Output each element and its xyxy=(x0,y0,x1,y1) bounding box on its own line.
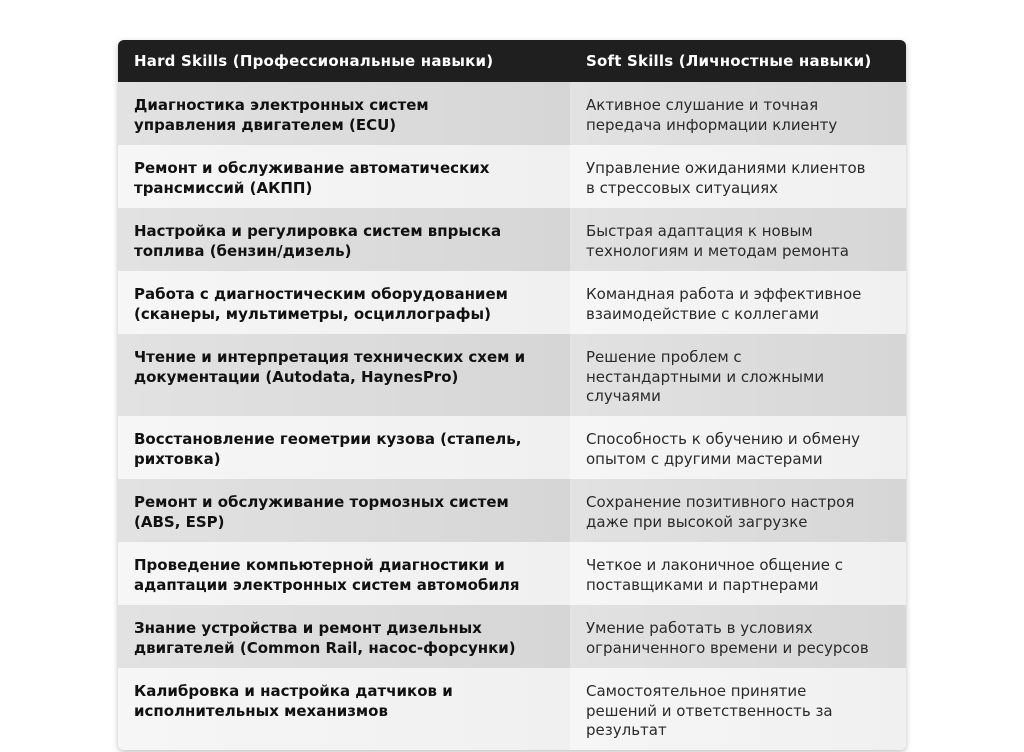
header-soft-skills: Soft Skills (Личностные навыки) xyxy=(570,40,906,82)
hard-skill-line: (ABS, ESP) xyxy=(134,512,225,531)
soft-skill-cell xyxy=(570,145,906,208)
soft-skill-cell xyxy=(570,479,906,542)
hard-skill-line: Работа с диагностическим оборудованием xyxy=(134,285,508,303)
hard-skill-cell xyxy=(118,416,570,479)
hard-skill-line: рихтовка) xyxy=(134,449,221,468)
hard-skill-cell xyxy=(118,208,570,271)
table-row xyxy=(118,82,906,145)
soft-skill-line: Сохранение позитивного настроя xyxy=(586,493,855,511)
hard-skill-line: управления двигателем (ECU) xyxy=(134,115,397,134)
hard-skill-line: трансмиссий (АКПП) xyxy=(134,178,313,197)
soft-skill-line: опытом с другими мастерами xyxy=(586,449,823,468)
soft-skill-line: решений и ответственность за xyxy=(586,701,833,720)
soft-skill-line: в стрессовых ситуациях xyxy=(586,178,779,197)
soft-skill-line: случаями xyxy=(586,387,661,405)
soft-skill-line: даже при высокой загрузке xyxy=(586,512,808,531)
soft-skill-cell xyxy=(570,208,906,271)
soft-skill-line: передача информации клиенту xyxy=(586,115,838,134)
hard-skill-cell xyxy=(118,605,570,668)
soft-skill-line: Быстрая адаптация к новым xyxy=(586,222,813,240)
table-row xyxy=(118,271,906,334)
soft-skill-line: Четкое и лаконичное общение с xyxy=(586,556,843,574)
table-row xyxy=(118,208,906,271)
soft-skill-cell xyxy=(570,605,906,668)
soft-skill-line: взаимодействие с коллегами xyxy=(586,304,819,323)
hard-skill-line: топлива (бензин/дизель) xyxy=(134,241,352,260)
hard-skill-cell xyxy=(118,479,570,542)
table-row xyxy=(118,145,906,208)
hard-skill-line: двигателей (Common Rail, насос-форсунки) xyxy=(134,638,516,657)
soft-skill-line: Способность к обучению и обмену xyxy=(586,430,861,448)
hard-skill-cell xyxy=(118,334,570,416)
header-hard-skills: Hard Skills (Профессиональные навыки) xyxy=(118,40,570,82)
hard-skill-line: Диагностика электронных систем xyxy=(134,96,429,114)
hard-skill-line: Восстановление геометрии кузова (стапель, xyxy=(134,430,522,448)
soft-skill-line: Самостоятельное принятие xyxy=(586,682,807,700)
hard-skill-line: Проведение компьютерной диагностики и xyxy=(134,556,505,574)
soft-skill-line: поставщиками и партнерами xyxy=(586,575,819,594)
hard-skill-line: документации (Autodata, HaynesPro) xyxy=(134,367,459,386)
hard-skill-line: Настройка и регулировка систем впрыска xyxy=(134,222,502,240)
hard-skill-line: Чтение и интерпретация технических схем и xyxy=(134,348,526,366)
soft-skill-line: Активное слушание и точная xyxy=(586,96,819,114)
soft-skill-line: Управление ожиданиями клиентов xyxy=(586,159,866,177)
soft-skill-cell xyxy=(570,334,906,416)
soft-skill-line: Командная работа и эффективное xyxy=(586,285,862,303)
hard-skill-cell xyxy=(118,542,570,605)
hard-skill-line: Ремонт и обслуживание тормозных систем xyxy=(134,493,509,511)
hard-skill-line: Знание устройства и ремонт дизельных xyxy=(134,619,482,637)
soft-skill-line: результат xyxy=(586,721,667,739)
hard-skill-cell xyxy=(118,271,570,334)
table-row xyxy=(118,479,906,542)
soft-skill-line: технологиям и методам ремонта xyxy=(586,241,849,260)
soft-skill-cell xyxy=(570,668,906,750)
hard-skill-line: (сканеры, мультиметры, осциллографы) xyxy=(134,304,491,323)
soft-skill-cell xyxy=(570,271,906,334)
soft-skill-line: ограниченного времени и ресурсов xyxy=(586,638,869,657)
hard-skill-line: адаптации электронных систем автомобиля xyxy=(134,575,520,594)
table-body xyxy=(118,82,906,750)
soft-skill-line: Умение работать в условиях xyxy=(586,619,813,637)
hard-skill-line: Калибровка и настройка датчиков и xyxy=(134,682,453,700)
hard-skill-line: Ремонт и обслуживание автоматических xyxy=(134,159,490,177)
soft-skill-cell xyxy=(570,82,906,145)
hard-skill-cell xyxy=(118,82,570,145)
soft-skill-cell xyxy=(570,416,906,479)
soft-skill-line: нестандартными и сложными xyxy=(586,367,825,386)
hard-skill-line: исполнительных механизмов xyxy=(134,701,388,720)
hard-skill-cell xyxy=(118,145,570,208)
soft-skill-cell xyxy=(570,542,906,605)
soft-skill-line: Решение проблем с xyxy=(586,348,742,366)
table-row xyxy=(118,668,906,750)
table-row xyxy=(118,605,906,668)
table-row xyxy=(118,334,906,416)
table-row xyxy=(118,416,906,479)
skills-table xyxy=(118,40,906,750)
hard-skill-cell xyxy=(118,668,570,750)
header-row xyxy=(118,40,906,82)
table-row xyxy=(118,542,906,605)
